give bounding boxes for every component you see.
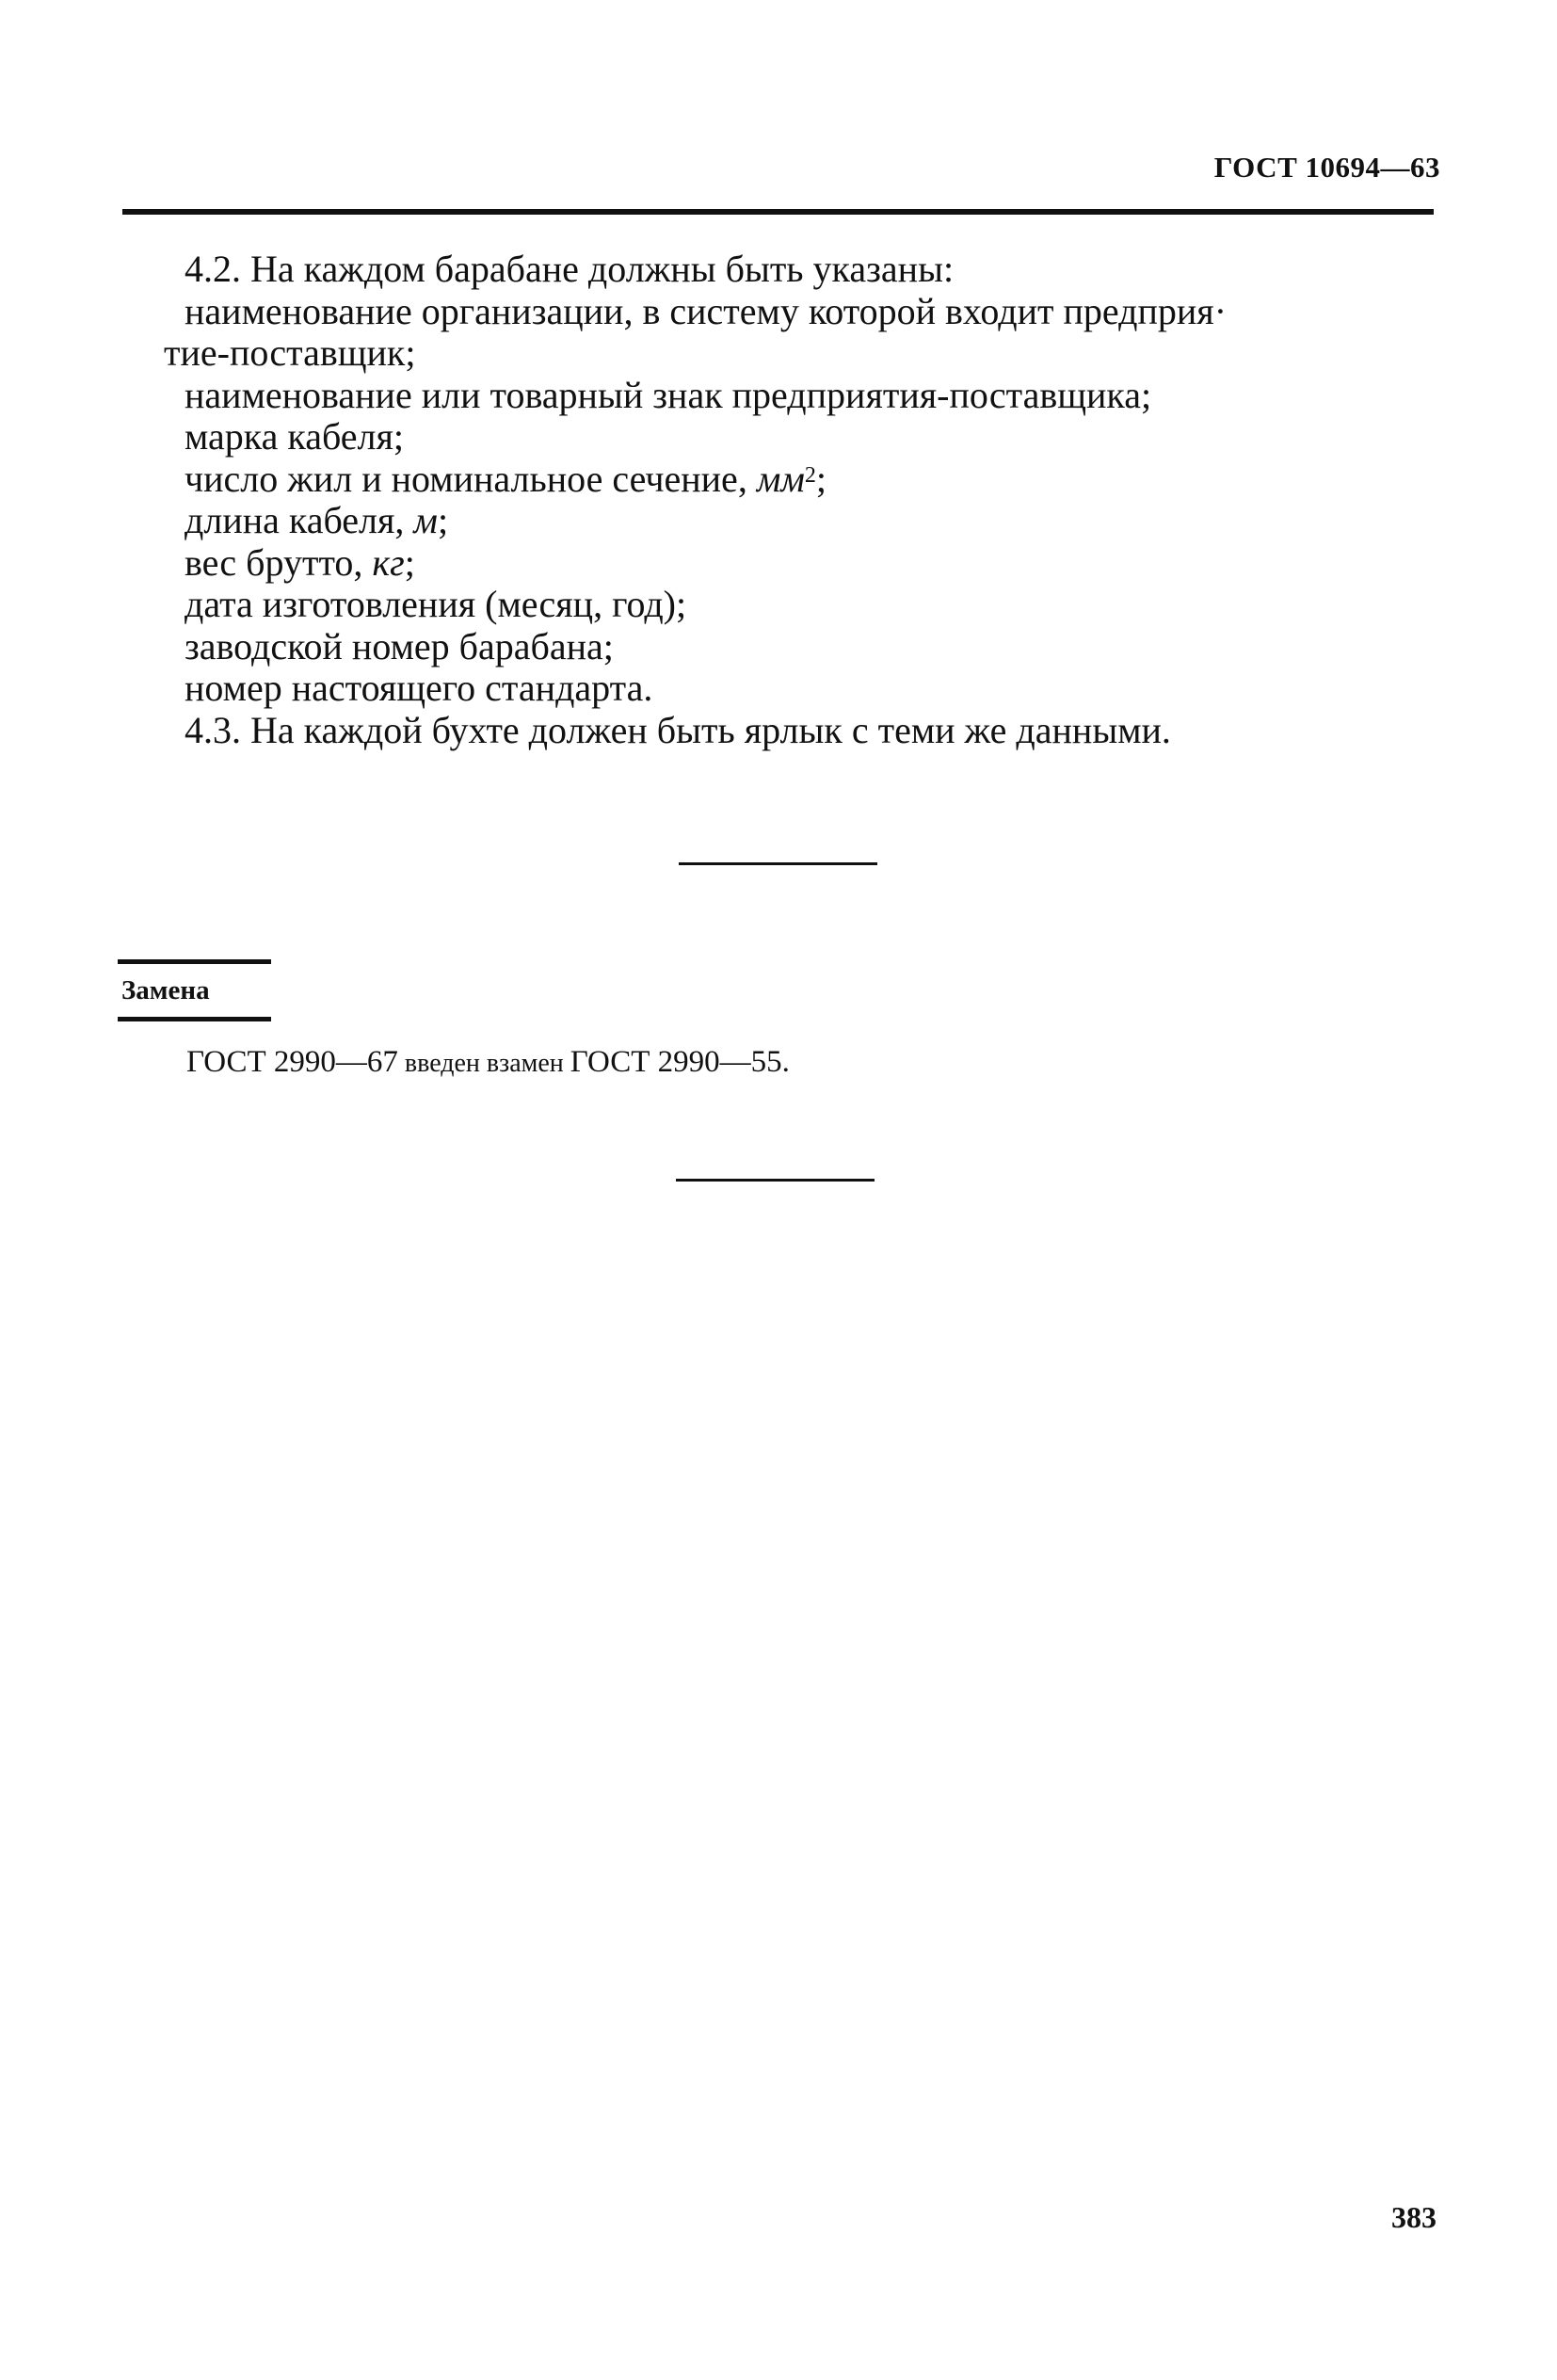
replacement-phrase: введен взамен [397, 1049, 570, 1078]
replacement-heading: Замена [121, 975, 210, 1005]
section-4-2-intro: 4.2. На каждом барабане должны быть указаны: [185, 248, 955, 290]
item-cable-length [185, 500, 1437, 542]
weight-suffix: ; [404, 540, 415, 584]
replacement-text [186, 1045, 790, 1080]
old-standard: ГОСТ 2990—55. [570, 1045, 790, 1079]
cores-exponent: 2 [804, 462, 816, 488]
length-unit: м [413, 499, 438, 541]
new-standard: ГОСТ 2990—67 [186, 1045, 398, 1079]
section-separator [679, 862, 877, 865]
heading-rule-top [118, 959, 271, 964]
item-drum-number: заводской номер барабана; [185, 624, 614, 667]
item-organization-line1: наименование организации, в систему которой входит предприя· [185, 289, 1228, 332]
page-number: 383 [1391, 2200, 1437, 2234]
length-text: длина кабеля, [185, 499, 414, 541]
item-manufacture-date: дата изготовления (месяц, год); [185, 583, 687, 625]
cores-suffix: ; [815, 457, 827, 500]
cores-unit: мм [756, 457, 805, 500]
item-organization-line2: тие-поставщик; [164, 331, 416, 374]
item-gross-weight [185, 542, 1437, 585]
weight-text: вес брутто, [185, 540, 373, 584]
section-body [164, 248, 1437, 751]
heading-rule-bottom [118, 1017, 271, 1021]
item-supplier: наименование или товарный знак предприятия-поставщика; [185, 373, 1152, 416]
replacement-heading-box [118, 959, 271, 1021]
length-suffix: ; [437, 499, 449, 541]
cores-text: число жил и номинальное сечение, [185, 457, 757, 500]
document-code: ГОСТ 10694—63 [1213, 151, 1440, 184]
item-standard-number: номер настоящего стандарта. [185, 667, 653, 709]
header-rule [122, 209, 1434, 215]
end-separator [676, 1179, 875, 1182]
section-4-3: 4.3. На каждой бухте должен быть ярлык с теми же данными. [185, 708, 1171, 751]
item-cores-section [185, 458, 1437, 501]
item-cable-grade: марка кабеля; [185, 415, 405, 458]
weight-unit: кг [372, 540, 405, 584]
